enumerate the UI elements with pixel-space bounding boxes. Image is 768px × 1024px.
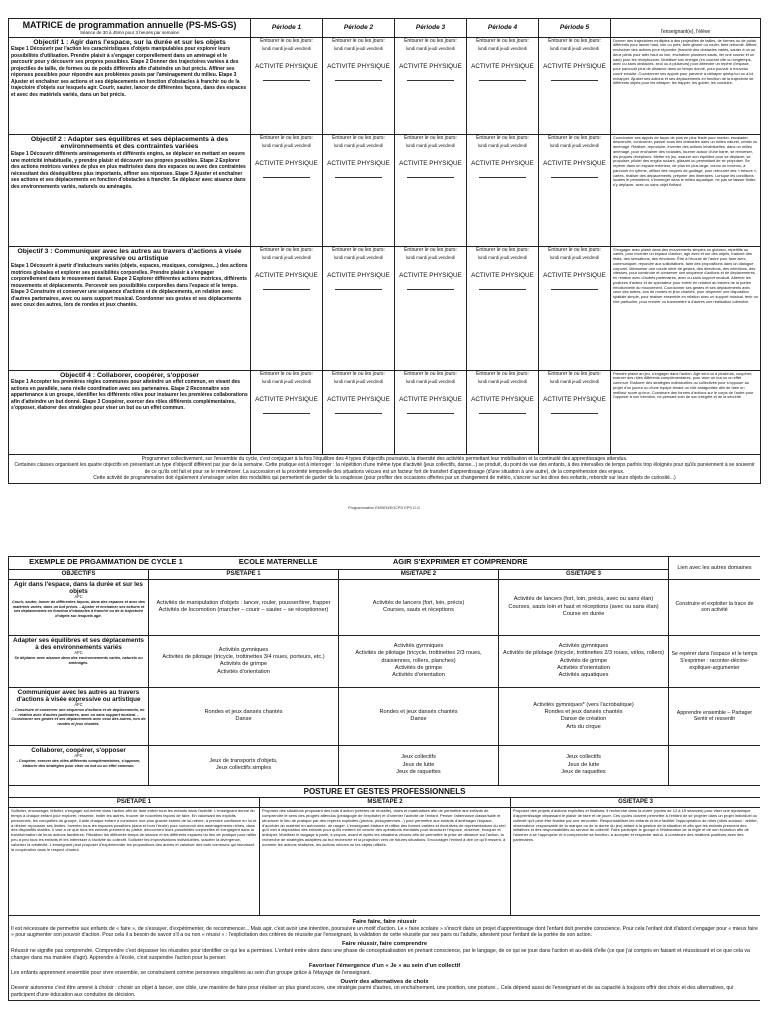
objective-4-cell (9, 370, 251, 454)
notes-header: l'enseignant(e), l'élève (611, 19, 761, 38)
day-options[interactable]: lundi mardi jeudi vendredi (406, 255, 455, 261)
activity-label: ACTIVITE PHYSIQUE (327, 160, 390, 168)
activity-label: ACTIVITE PHYSIQUE (255, 396, 318, 404)
fill-in-line (407, 80, 454, 81)
day-options[interactable]: lundi mardi jeudi vendredi (262, 255, 311, 261)
objective-row-2 (9, 134, 761, 246)
period-header-5: Période 5 (539, 19, 611, 38)
day-prompt: Entourer le ou les jours: (404, 134, 457, 141)
fill-in-line (335, 177, 382, 178)
objective-1-cell (9, 37, 251, 134)
posture-header-ms: MS/ETAPE 2 (260, 798, 511, 808)
day-prompt: Entourer le ou les jours: (548, 134, 601, 141)
period-cell[interactable] (323, 246, 395, 370)
day-options[interactable]: lundi mardi jeudi vendredi (478, 46, 527, 52)
matrix-header-row (9, 19, 761, 38)
day-options[interactable]: lundi mardi jeudi vendredi (406, 379, 455, 385)
example-header (9, 557, 669, 570)
section-title-3: Favoriser l'émergence d'un « Je » au sein d'un collectif (308, 963, 461, 970)
period-header-2: Période 2 (323, 19, 395, 38)
period-cell[interactable] (251, 134, 323, 246)
day-options[interactable]: lundi mardi jeudi vendredi (334, 46, 383, 52)
example-row-2 (9, 635, 761, 687)
ps-activities: Rondes et jeux dansés chantés Danse (149, 687, 339, 745)
fill-in-line (407, 289, 454, 290)
fill-in-line (479, 289, 526, 290)
afc-label: AFC (74, 702, 83, 708)
fill-in-line (479, 413, 526, 414)
day-prompt: Entourer le ou les jours: (332, 37, 385, 44)
day-options[interactable]: lundi mardi jeudi vendredi (334, 379, 383, 385)
domain-link: Apprendre ensemble – Partager Sentir et ressentir (669, 687, 761, 745)
domain-link: Construire et exploiter la trace de son activité (669, 579, 761, 635)
gs-activities: Activités gymniques Activités de pilotage (tricycle, trottinettes 2/3 roues, vélos, rollers) Activités de grimpe Activités d'orientation Activités aquatiques (499, 635, 669, 687)
day-options[interactable]: lundi mardi jeudi vendredi (550, 255, 599, 261)
period-header-1: Période 1 (251, 19, 323, 38)
sections-row (9, 915, 761, 1000)
day-prompt: Entourer le ou les jours: (404, 370, 457, 377)
period-cell[interactable] (467, 134, 539, 246)
col-header-ps: PS/ETAPE 1 (149, 570, 339, 580)
section-text-1: Il est nécessaire de permettre aux enfants de « faire », de s'essayer, d'expérimenter, de recommencer... Mais agir, c'est avoir une intention, poursuivre un motif d'action. Le « faire scolaire » s'inscrit dans un projet d'apprentissage dont l'enfant doit prendre conscience. Pour cela l'enfant doit d'abord s'engager pour « mieux faire » pour augmenter son pouvoir d'action. Pour cela il a besoin de savoir s'il a ou non « réussi » : l'explicitation des critères de réussite par l'enseignant, la validation de cette réussite par ses pairs ou l'adulte, attestent pour l'enfant de la portée de son action. (11, 925, 758, 939)
objective-4-note: Prendre plaisir au jeu, s'engager dans l'action. Agir seul ou à plusieurs, coopérer, exercer des rôles différents complémentaires, pour viser un but ou un effet commun. Elaborer des stratégies individuelles ou collectives pour s'opposer au projet d'un joueur ou d'une équipe tenant un rôle antagoniste afin de faire un meilleur score qu'eux. Construire des formes d'actions sur le corps de l'autre pour l'opposer à son intention, ne pensant soin de son intégrité et de la sécurité. (611, 370, 761, 454)
period-cell[interactable] (467, 37, 539, 134)
day-prompt: Entourer le ou les jours: (332, 246, 385, 253)
day-prompt: Entourer le ou les jours: (260, 370, 313, 377)
section-text-4: Devenir autonome c'est être amené à choisir : choisir un objet à lancer, une cible, une manière de faire pour réaliser un plus grand score, une stratégie parmi d'autres, un enchaînement, une position, une posture... Cela dépend aussi de l'enseignant et de sa capacité à toujours offrir des choix et des alternatives, qui participent d'une éducation aux conduites de décision. (11, 985, 734, 999)
objective-row-4 (9, 370, 761, 454)
posture-title-row (9, 785, 761, 797)
example-row-3 (9, 687, 761, 745)
day-options[interactable]: lundi mardi jeudi vendredi (550, 379, 599, 385)
col-header-gs: GS/ETAPE 3 (499, 570, 669, 580)
example-objective-3 (9, 687, 149, 745)
period-cell[interactable] (251, 370, 323, 454)
day-options[interactable]: lundi mardi jeudi vendredi (550, 143, 599, 149)
ps-activities: Activités de manipulation d'objets : lancer, rouler, pousser/tirer, frapper Activités de locomotion (marcher – courir – sauter – se réceptionner) (149, 579, 339, 635)
objective-row-3 (9, 246, 761, 370)
gs-activities: Jeux collectifs Jeux de lutte Jeux de raquettes (499, 745, 669, 785)
fill-in-line (479, 177, 526, 178)
day-prompt: Entourer le ou les jours: (404, 246, 457, 253)
period-cell[interactable] (395, 246, 467, 370)
ms-activities: Activités gymniques Activités de pilotage (tricycle, trottinettes 2/3 roues, draisiennes, rollers, planches) Activités de grimpe Activités d'orientation (339, 635, 499, 687)
section-title-2: Faire réussir, faire comprendre (341, 941, 428, 948)
posture-ps: Solliciter, encourager, féliciter, s'engager soi-même dans l'action afin de faire entrer tous les enfants dans l'activité. L'enseignant donne du temps à chaque enfant pour explorer, ressentir, imiter les autres, trouver de nouvelles façons de faire. En valorisant les exploits personnels, les conquêtes du groupe, il aide chaque enfant à construire une plus grande estime de lui-même, à prendre confiance en lui et à désirer repousser ses limites. Inventer tous les espaces possibles (dans et hors l'école) pour concevoir des aménagements riches, dans des dispositifs stables. Il vise à ce que tous les enfants prennent du plaisir, découvrent leurs possibilités corporelles et s'engagent dans la transformation de leurs actions familières. Ritualiser les différents temps de séance et les différents espaces du lieu de pratique pour rallier peu à peu tous les enfants et les intéresser à l'activité du collectif. Solliciter les improvisations individuelles, susciter la divergence, valoriser la créativité. L'enseignant peut proposer d'expérimenter les propositions des autres et valoriser des buts communs qui favorisent la coopération dans le respect d'autrui. (9, 807, 260, 915)
day-options[interactable]: lundi mardi jeudi vendredi (550, 46, 599, 52)
day-prompt: Entourer le ou les jours: (260, 37, 313, 44)
links-header: Lien avec les autres domaines (669, 557, 761, 580)
objective-name: Agir dans l'espace, dans la durée et sur les objets (14, 580, 143, 596)
example-title: EXEMPLE DE PRGAMMATION DE CYCLE 1 (29, 557, 183, 566)
objective-2-title: Objectif 2 : Adapter ses équilibres et ses déplacements à des environnements et des contraintes variées (30, 135, 229, 151)
example-objective-1 (9, 579, 149, 635)
activity-label: ACTIVITE PHYSIQUE (399, 396, 462, 404)
activity-label: ACTIVITE PHYSIQUE (327, 63, 390, 71)
fill-in-line (263, 289, 310, 290)
activity-label: ACTIVITE PHYSIQUE (327, 396, 390, 404)
day-options[interactable]: lundi mardi jeudi vendredi (262, 143, 311, 149)
period-cell[interactable] (251, 246, 323, 370)
activity-label: ACTIVITE PHYSIQUE (543, 396, 606, 404)
period-cell[interactable] (467, 246, 539, 370)
afc-label: AFC (74, 594, 83, 600)
objective-1-note: Donner des trajectoires multiples à des projectiles de tailles, de formes ou de poids différents pour lancer haut, loin ou près, faire glisser ou rouler, faire rebondir. Affiner, enchaîner des actions pour répondre (franchir des obstacles variés, sauter à un ou deux pieds pour aller haut ou loin, enchaîner plusieurs sauts, lier une course et un saut) pour les réceptionner. Mobiliser son énergie (en courant vite ou longtemps, avec ou sans obstacles, seul ou à plusieurs) pour atteindre un repère d'espace, pour parcourir plus de distance dans un temps donné, pour pouvoir à nouveau courir ensuite. Coordonner ses appuis pour parvenir à rattraper quelqu'un ou à lui échapper. Ajuster ses actions et ses déplacements en fonction de la trajectoire de différents objets pour les attraper, les frapper, les guider, les conduire. (611, 37, 761, 134)
footer-line-2: Certaines classes organisent les quatre objectifs en présentant un type d'objectif différent par jour de la semaine. Cette pratique est à interroger : la répétition d'une même type d'activité (jeux collectifs, danse...) se produit, du point de vue des enfants, à des intervalles de temps parfois trop éloignés pour qu'ils parviennent à se souvenir de ce qu'ils ont fait et pour se le remémorer. La succession et la proximité temporelle des situations vécues est un facteur fort de transfert d'apprentissage (d'une situation à une autre), de la compréhension des enjeux. (14, 462, 755, 475)
period-cell[interactable] (539, 37, 611, 134)
day-options[interactable]: lundi mardi jeudi vendredi (478, 379, 527, 385)
fill-in-line (263, 80, 310, 81)
activity-label: ACTIVITE PHYSIQUE (471, 160, 534, 168)
fill-in-line (407, 177, 454, 178)
objective-name: Collaborer, coopérer, s'opposer (31, 746, 126, 754)
period-cell[interactable] (323, 134, 395, 246)
fill-in-line (335, 413, 382, 414)
column-header-row (9, 570, 761, 580)
fill-in-line (263, 413, 310, 414)
example-row-1 (9, 579, 761, 635)
objective-description: Se déplacer avec aisance dans des environnements variés, naturels ou aménagés. (14, 656, 143, 665)
posture-ms: Proposer des situations proposant des buts d'action (critères de réussite), clairs et matérialisés afin de permettre aux enfants de comprendre le sens des progrès attendus (pédagogie de l'explicite) et d'orienter l'activité de l'enfant. Penser l'alternance classe/salle et structurer le lieu de pratique par des repères explicites (photos, pictogrammes...) pour permettre aux enfants d'aménager l'espace, d'accéder au matériel en autonomie, de ranger. L'enseignant élabore et utilise des formes variées et évolutives de représentations du réel qu'il met à disposition des enfants pour qu'ils mettent en oeuvre des opérations mentales pour structurer l'espace, observer, évoquer et anticiper. Mobiliser le langage à partir, à propos, avant et après les situations vécues afin de permettre la prise de distance sur l'action, la recherche de stratégies adaptées au but recherché et la projection vers de futures situations. Encourager l'enfant à dire ce qu'il ressent, à nommer les actions réalisées, les actions vécues ou les objets utilisés. (260, 807, 511, 915)
afc-label: AFC (74, 650, 83, 656)
activity-label: ACTIVITE PHYSIQUE (255, 63, 318, 71)
matrix-page (8, 18, 760, 520)
footer-line-1: Programmer collectivement, sur l'ensemble du cycle, c'est conjuguer à la fois l'équilibre des 4 types d'objectifs poursuivis, la diversité des activités permettant leur mobilisation et la continuité des apprentissages attendus. (141, 455, 628, 462)
day-prompt: Entourer le ou les jours: (404, 37, 457, 44)
matrix-title-cell (9, 19, 251, 38)
fill-in-line (551, 289, 598, 290)
period-header-4: Période 4 (467, 19, 539, 38)
example-header-row (9, 557, 761, 570)
fill-in-line (551, 413, 598, 414)
objective-description: - Construire et conserver une séquence d'actions et de déplacements, en relation avec d'autres partenaires, avec ou sans support musical. - Coordonner ses gestes et ses déplacements avec ceux des autres, lors de rondes et jeux chantés. (11, 708, 146, 726)
matrix-credit: Programmation EMSEN/EGCPD EPS G.G (348, 506, 420, 510)
objective-row-1 (9, 37, 761, 134)
example-table (8, 556, 760, 786)
section-title-1: Faire faire, faire réussir (352, 918, 417, 925)
objective-description: Courir, sauter, lancer de différentes façons, dans des espaces et avec des matériels variés, dans un but précis. - Ajuster et enchaîner ses actions et ses déplacements en fonction d'obstacles à franchir ou de la trajectoire d'objets sur lesquels agir. (11, 600, 146, 618)
day-options[interactable]: lundi mardi jeudi vendredi (478, 143, 527, 149)
activity-label: ACTIVITE PHYSIQUE (327, 272, 390, 280)
example-objective-2 (9, 635, 149, 687)
fill-in-line (551, 177, 598, 178)
day-prompt: Entourer le ou les jours: (260, 134, 313, 141)
activity-label: ACTIVITE PHYSIQUE (255, 272, 318, 280)
activity-label: ACTIVITE PHYSIQUE (543, 160, 606, 168)
day-options[interactable]: lundi mardi jeudi vendredi (262, 46, 311, 52)
matrix-title: MATRICE de programmation annuelle (PS-MS-GS) (22, 20, 237, 30)
activity-label: ACTIVITE PHYSIQUE (471, 272, 534, 280)
example-objective-4 (9, 745, 149, 785)
section-text-3: Les enfants apprennent ensemble pour vivre ensemble, se construisent comme personnes singulières au sein d'un groupe grâce à l'étayage de l'enseignant. (11, 969, 371, 976)
example-domain: AGIR S'EXPRIMER ET COMPRENDRE (392, 557, 528, 566)
activity-label: ACTIVITE PHYSIQUE (471, 396, 534, 404)
period-cell[interactable] (539, 134, 611, 246)
fill-in-line (335, 289, 382, 290)
posture-title: POSTURE ET GESTES PROFESSIONNELS (9, 785, 761, 797)
day-prompt: Entourer le ou les jours: (548, 37, 601, 44)
ms-activities: Jeux collectifs Jeux de lutte Jeux de raquettes (339, 745, 499, 785)
objective-3-cell (9, 246, 251, 370)
fill-in-line (335, 80, 382, 81)
activity-label: ACTIVITE PHYSIQUE (255, 160, 318, 168)
period-cell[interactable] (467, 370, 539, 454)
gs-activities: Activités de lancers (fort, loin, précis, avec ou sans élan) Courses, sauts loin et haut et réceptions (avec ou sans élan) Course en durée (499, 579, 669, 635)
period-cell[interactable] (251, 37, 323, 134)
activity-label: ACTIVITE PHYSIQUE (399, 160, 462, 168)
objective-2-cell (9, 134, 251, 246)
day-options[interactable]: lundi mardi jeudi vendredi (406, 46, 455, 52)
example-page (8, 556, 760, 1024)
fill-in-line (479, 80, 526, 81)
period-cell[interactable] (395, 134, 467, 246)
objective-name: Adapter ses équilibres et ses déplacements à des environnements variés (13, 636, 144, 652)
objective-1-steps: Etape 1 Découvrir par l'action les caractéristiques d'objets manipulables pour explorer leurs possibilités d'utilisation. Prendre plaisir à s'engager corporellement dans un aménagé et le parcourir pour y découvrir ses propres possibles. Etape 2 Donner des trajectoires variées à des projectiles de taille, de formes ou de poids différents afin d'atteindre un but précis. Affiner ses réponses possibles pour répondre aux problèmes posés par l'aménagement du milieu. Etape 3 Ajuster et enchaîner ses actions et ses déplacements en fonction d'obstacles à franchir ou de la trajectoire d'objets sur lesquels agir. Courir, sauter, lancer de différentes façons, dans des espaces et avec des matériels variés, dans un but précis. (11, 46, 247, 98)
objective-3-title: Objectif 3 : Communiquer avec les autres au travers d'actions à visée expressive ou artistique (17, 247, 242, 263)
activity-label: ACTIVITE PHYSIQUE (471, 63, 534, 71)
day-prompt: Entourer le ou les jours: (476, 246, 529, 253)
day-options[interactable]: lundi mardi jeudi vendredi (334, 143, 383, 149)
col-header-objectives: OBJECTIFS (9, 570, 149, 580)
day-prompt: Entourer le ou les jours: (260, 246, 313, 253)
period-cell[interactable] (323, 370, 395, 454)
ms-activities: Activités de lancers (fort, loin, précis) Courses, sauts et réceptions (339, 579, 499, 635)
objective-1-title: Objectif 1 : Agir dans l'espace, sur la durée et sur les objets (33, 38, 226, 46)
posture-content-row (9, 807, 761, 915)
col-header-ms: MS/ETAPE 2 (339, 570, 499, 580)
objective-2-note: Coordonner ses appuis de façon de plus en plus fluide pour monter, escalader, descendre, contourner, passer sous des obstacles dans un milieu naturel, urbain ou aménagé. Réaliser, reproduire, inventer des actions inhabituelles, dans un milieu aménagé, pour enchaîner des roulades, tourner autour d'une barre, se renverser, les propres réceptions. Mettre en jeu, assurer son équilibre pour se déplacer, se propulser, piloter des engins roulant, glissant ou permettant de se propulser. Se repérer dans un espace extérieur, de plus en plus large, connu ou inconnu, à parcourir en rythme, utiliser des moyens de guidage, pour retrouver des « trésors », cartes, réaliser des déplacements, prépeler des itinéraires. Lorsque les conditions locales le permettent, s'immerger dans le milieu aquatique, ne pas se laisser flotter, s'y déplacer, avec ou sans objet flottant. (611, 134, 761, 246)
day-options[interactable]: lundi mardi jeudi vendredi (334, 255, 383, 261)
day-prompt: Entourer le ou les jours: (548, 246, 601, 253)
day-options[interactable]: lundi mardi jeudi vendredi (262, 379, 311, 385)
section-text-2: Réussir ne signifie pas comprendre. Comprendre c'est dépasser les réussites pour identifier ce qui les a permises. L'enfant entre alors dans une phase de conceptualisation en prenant conscience, par le langage, de ce qui se joue dans l'action et au-delà d'elle (ce que j'ai compris en faisant et réussissant et ce que cela va changer dans ma manière d'agir). Apprendre à l'école, c'est suspendre l'action pour la penser. (11, 947, 750, 961)
posture-header-gs: GS/ETAPE 3 (511, 798, 761, 808)
posture-table (8, 785, 760, 1001)
ps-activities: Jeux de transports d'objets, Jeux collectifs simples (149, 745, 339, 785)
day-prompt: Entourer le ou les jours: (332, 370, 385, 377)
section-title-4: Ouvrir des alternatives de choix (340, 978, 429, 985)
matrix-subtitle: Séance de 30 à 45mn pour 3 heures par semaine (79, 30, 180, 36)
posture-header-ps: PS/ETAPE 1 (9, 798, 260, 808)
objective-3-steps: Etape 1 Découvrir à partir d'inducteurs variés (objets, espaces, musiques, consignes...) des actions motrices globales et explorer ses possibilités corporelles. Prendre plaisir à s'engager corporellement dans le mouvement dansé. Etape 2 Explorer différentes actions motrices, différents mouvements et déplacements. Percevoir ses possibilités corporelles dans l'espace et le temps. Etape 3 Construire et conserver une séquence d'actions et de déplacements, en relation avec d'autres partenaires, avec ou sans support musical. Coordonner ses gestes et ses déplacements avec ceux des autres, lors de rondes et jeux chantés. (11, 263, 248, 309)
matrix-footer-row (9, 454, 761, 483)
example-row-4 (9, 745, 761, 785)
activity-label: ACTIVITE PHYSIQUE (543, 63, 606, 71)
domain-link: Se repérer dans l'espace et le temps S'exprimer : raconter-décrire-expliquer-argumenter (669, 635, 761, 687)
objective-4-title: Objectif 4 : Collaborer, coopérer, s'opposer (59, 371, 200, 379)
objective-4-steps: Etape 1 Accepter les premières règles communes pour atteindre un effet commun, en vivant des actions en parallèle, sans réelle coordination avec ses partenaires. Etape 2 Reconnaître son appartenance à un groupe, identifier les différents rôles pour instaurer les premières collaborations afin d'atteindre un but donné. Etape 3 Coopérer, exercer des rôles différents complémentaires, s'opposer, élaborer des stratégies pour viser un but ou un effet commun. (11, 379, 248, 412)
fill-in-line (407, 413, 454, 414)
period-cell[interactable] (395, 370, 467, 454)
day-prompt: Entourer le ou les jours: (332, 134, 385, 141)
activity-label: ACTIVITE PHYSIQUE (399, 63, 462, 71)
day-options[interactable]: lundi mardi jeudi vendredi (406, 143, 455, 149)
ps-activities: Activités gymniques Activités de pilotage (tricycle, trottinettes 3/4 roues, porteurs, etc.) Activités de grimpe Activités d'orientation (149, 635, 339, 687)
example-school: ECOLE MATERNELLE (238, 557, 318, 566)
period-cell[interactable] (395, 37, 467, 134)
activity-label: ACTIVITE PHYSIQUE (399, 272, 462, 280)
posture-gs: Proposer des projets d'actions explicites et finalisés, il recherche dans la durée (cycles de 12 à 15 séances) pour viser une dynamique d'apprentissage dépassant le plaisir de faire et de jouer. Ces cycles doivent permettre à l'enfant de se projeter dans un projet individuel ou collectif qu'il peut être finalisé par une rencontre. Responsabiliser les enfants et leur faciliter l'appropriation de rôles (rôles sociaux : arbitre, observateur, responsable de la marque ou de la durée du jeu) aidant à la gestion de la situation et afin que les enfants prennent des initiatives et des responsabilités au service du collectif. Faire participer le groupe à l'élaboration de la règle et de son évolution afin de l'amener à se l'approprier et à comprendre sa fonction, à accepter et respecter autrui, à construire des relations positives avec des partenaires. (511, 807, 761, 915)
day-prompt: Entourer le ou les jours: (476, 37, 529, 44)
day-prompt: Entourer le ou les jours: (476, 134, 529, 141)
fill-in-line (551, 80, 598, 81)
fill-in-line (263, 177, 310, 178)
period-header-3: Période 3 (395, 19, 467, 38)
matrix-table (8, 18, 761, 484)
day-options[interactable]: lundi mardi jeudi vendredi (478, 255, 527, 261)
period-cell[interactable] (323, 37, 395, 134)
objective-2-steps: Etape 1 Découvrir différents aménagements et différents engins, se déplacer en mettant en oeuvre une motricité inhabituelle, y prendre plaisir et découvrir ses propres possibles. Etape 2 Explorer des actions motrices variées de plus en plus maîtrisées dans des espaces ou avec des contraintes nécessitant des déséquilibres plus importants, affiner ses réponses. Etape 3 Ajuster et enchaîner ses actions et ses déplacements en fonction d'obstacles à franchir. Se déplacer avec aisance dans des environnements variés, naturels ou aménagés. (11, 151, 246, 190)
domain-link (669, 745, 761, 785)
day-prompt: Entourer le ou les jours: (548, 370, 601, 377)
sections-cell (9, 915, 761, 1000)
objective-name: Communiquer avec les autres au travers d'actions à visée expressive ou artistique (16, 688, 141, 704)
objective-3-note: S'engager avec plaisir dans des mouvements simples ou globaux, répétitifs ou variés, pour inventer un espace d'action, agir avec et sur des objets, traduire des états, des sensations, des émotions. Être à l'écoute de l'autre pour faire avec, communiquer, répondre aux sollicitations, faire des propositions dans un dialogue corporel. Mémoriser une courte série de gestes, des directions, des intentions, des vitesses, pour construire et conserver une séquence d'actions et de déplacements, en relation avec d'autres partenaires, avec ou sans support musical. Alterner les postures d'acteur et de spectateur pour entrer en relation au travers de la portée émotionnelle du mouvement. Coordonner ses gestes et ses déplacements avec ceux des autres, lors de rondes et jeux chantés, pour respecter une disposition spatiale simple, pour réaliser ensemble en relation avec un support musical, tenir un rôle particulier, pour recréer ou transmettre à d'autres une réalisation collective. (611, 246, 761, 370)
period-cell[interactable] (539, 370, 611, 454)
gs-activities: Activités gymniques* (vers l'acrobatique) Rondes et jeux dansés chantés Danse de création Arts du cirque (499, 687, 669, 745)
footer-line-3: Cette activité de programmation doit également s'envisager selon des modalités qui permettent de garder de la souplesse (pour profiter des occasions offertes par un changement de météo, s'ancrer sur les dires des enfants, rebondir sur leurs objets de curiosité...) (93, 475, 676, 482)
activity-label: ACTIVITE PHYSIQUE (543, 272, 606, 280)
objective-description: - Coopérer, exercer des rôles différents complémentaires, s'opposer, élaborer des stratégies pour viser un but ou un effet commun. (16, 758, 141, 768)
afc-label: AFC (74, 753, 83, 759)
posture-header-row (9, 798, 761, 808)
period-cell[interactable] (539, 246, 611, 370)
matrix-footer (9, 454, 761, 483)
ms-activities: Rondes et jeux dansés chantés Danse (339, 687, 499, 745)
day-prompt: Entourer le ou les jours: (476, 370, 529, 377)
